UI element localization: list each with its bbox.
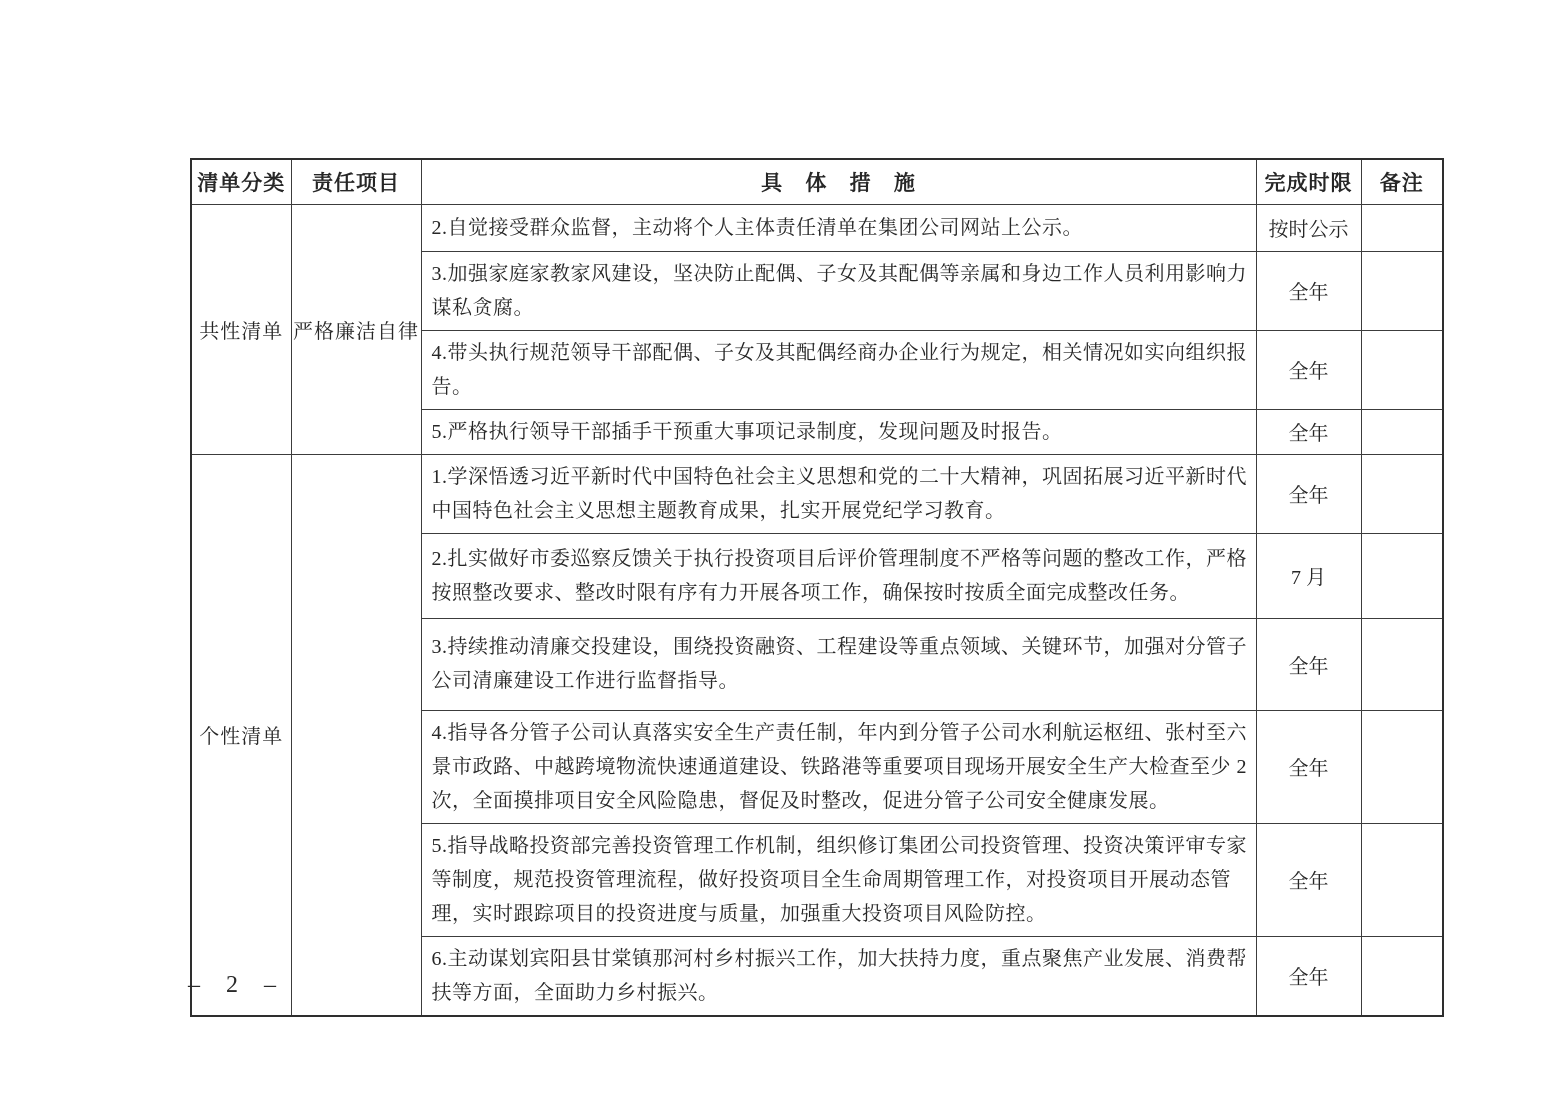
deadline-cell: 按时公示 (1256, 204, 1361, 251)
note-cell (1361, 330, 1443, 409)
category-cell-common: 共性清单 (191, 204, 291, 454)
measure-cell: 2.扎实做好市委巡察反馈关于执行投资项目后评价管理制度不严格等问题的整改工作，严格按照整改要求、整改时限有序有力开展各项工作，确保按时按质全面完成整改任务。 (421, 533, 1256, 618)
deadline-cell: 全年 (1256, 330, 1361, 409)
note-cell (1361, 409, 1443, 454)
note-cell (1361, 936, 1443, 1016)
table-row (191, 204, 1443, 251)
responsibility-table (190, 158, 1444, 1017)
measure-cell: 5.严格执行领导干部插手干预重大事项记录制度，发现问题及时报告。 (421, 409, 1256, 454)
deadline-cell: 全年 (1256, 823, 1361, 936)
measure-cell: 1.学深悟透习近平新时代中国特色社会主义思想和党的二十大精神，巩固拓展习近平新时代中国特色社会主义思想主题教育成果，扎实开展党纪学习教育。 (421, 454, 1256, 533)
deadline-cell: 全年 (1256, 710, 1361, 823)
note-cell (1361, 618, 1443, 710)
measure-cell: 4.带头执行规范领导干部配偶、子女及其配偶经商办企业行为规定，相关情况如实向组织报告。 (421, 330, 1256, 409)
col-header-note: 备注 (1361, 159, 1443, 204)
deadline-cell: 全年 (1256, 618, 1361, 710)
note-cell (1361, 454, 1443, 533)
deadline-cell: 全年 (1256, 409, 1361, 454)
measure-cell: 3.持续推动清廉交投建设，围绕投资融资、工程建设等重点领域、关键环节，加强对分管子公司清廉建设工作进行监督指导。 (421, 618, 1256, 710)
note-cell (1361, 204, 1443, 251)
category-cell-individual: 个性清单 (191, 454, 291, 1016)
col-header-project: 责任项目 (291, 159, 421, 204)
project-cell-empty (291, 454, 421, 1016)
col-header-category: 清单分类 (191, 159, 291, 204)
page-number: – 2 – (188, 972, 286, 998)
note-cell (1361, 251, 1443, 330)
table-header-row (191, 159, 1443, 204)
col-header-measures: 具 体 措 施 (421, 159, 1256, 204)
measure-cell: 5.指导战略投资部完善投资管理工作机制，组织修订集团公司投资管理、投资决策评审专家等制度，规范投资管理流程，做好投资项目全生命周期管理工作，对投资项目开展动态管理，实时跟踪项目的投资进度与质量，加强重大投资项目风险防控。 (421, 823, 1256, 936)
note-cell (1361, 823, 1443, 936)
measure-cell: 6.主动谋划宾阳县甘棠镇那河村乡村振兴工作，加大扶持力度，重点聚焦产业发展、消费帮扶等方面，全面助力乡村振兴。 (421, 936, 1256, 1016)
deadline-cell: 全年 (1256, 454, 1361, 533)
note-cell (1361, 533, 1443, 618)
measure-cell: 2.自觉接受群众监督，主动将个人主体责任清单在集团公司网站上公示。 (421, 204, 1256, 251)
measure-cell: 4.指导各分管子公司认真落实安全生产责任制，年内到分管子公司水利航运枢纽、张村至六景市政路、中越跨境物流快速通道建设、铁路港等重要项目现场开展安全生产大检查至少 2 次，全面摸排项目安全风险隐患，督促及时整改，促进分管子公司安全健康发展。 (421, 710, 1256, 823)
project-cell-integrity: 严格廉洁自律 (291, 204, 421, 454)
deadline-cell: 全年 (1256, 251, 1361, 330)
deadline-cell: 全年 (1256, 936, 1361, 1016)
measure-cell: 3.加强家庭家教家风建设，坚决防止配偶、子女及其配偶等亲属和身边工作人员利用影响力谋私贪腐。 (421, 251, 1256, 330)
table-row (191, 454, 1443, 533)
col-header-deadline: 完成时限 (1256, 159, 1361, 204)
note-cell (1361, 710, 1443, 823)
deadline-cell: 7 月 (1256, 533, 1361, 618)
